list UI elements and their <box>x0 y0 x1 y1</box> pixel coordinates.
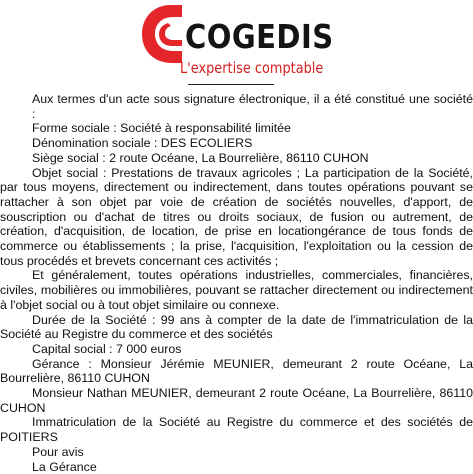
notice-body <box>0 92 473 474</box>
notice-pour-avis: Pour avis <box>32 444 84 459</box>
notice-generalement: Et généralement, toutes opérations industrielles, commerciales, financières, civiles, mobilières ou immobilières, pouvant se rattacher directement ou indirectement à l'objet social ou à tout objet similaire ou connexe. <box>0 268 473 312</box>
notice-denomination: Dénomination sociale : DES ECOLIERS <box>32 136 253 151</box>
notice-gerance-1: Gérance : Monsieur Jérémie MEUNIER, demeurant 2 route Océane, La Bourrelière, 86110 CUHON <box>0 356 473 386</box>
cogedis-logo <box>138 3 338 83</box>
cogedis-mark-icon <box>138 3 184 65</box>
logo-tagline: L'expertise comptable <box>180 59 324 77</box>
logo-wordmark: COGEDIS <box>185 17 334 56</box>
header-divider <box>188 84 274 85</box>
notice-duree: Durée de la Société : 99 ans à compter de la date de l'immatriculation de la Société au Registre du commerce et des sociétés <box>0 312 473 342</box>
notice-siege: Siège social : 2 route Océane, La Bourrelière, 86110 CUHON <box>32 150 369 165</box>
notice-immatriculation: Immatriculation de la Société au Registre du commerce et des sociétés de POITIERS <box>0 415 473 445</box>
notice-signature: La Gérance <box>32 459 97 474</box>
notice-gerance-2: Monsieur Nathan MEUNIER, demeurant 2 route Océane, La Bourrelière, 86110 CUHON <box>0 386 473 415</box>
notice-objet: Objet social : Prestations de travaux agricoles ; La participation de la Société, par tous moyens, directement ou indirectement, dans toutes opérations pouvant se rattacher à son objet par voie de création de sociétés nouvelles, d'apport, de souscription ou d'achat de titres ou droits sociaux, de fusion ou autrement, de création, d'acquisition, de location, de prise en locationgérance de tous fonds de commerce ou établissements ; la prise, l'acquisition, l'exploitation ou la cession de tous procédés et brevets concernant ces activités ; <box>0 165 473 268</box>
notice-intro: Aux termes d'un acte sous signature électronique, il a été constitué une société : <box>32 92 473 121</box>
notice-forme: Forme sociale : Société à responsabilité limitée <box>32 121 291 136</box>
notice-capital: Capital social : 7 000 euros <box>32 341 182 356</box>
